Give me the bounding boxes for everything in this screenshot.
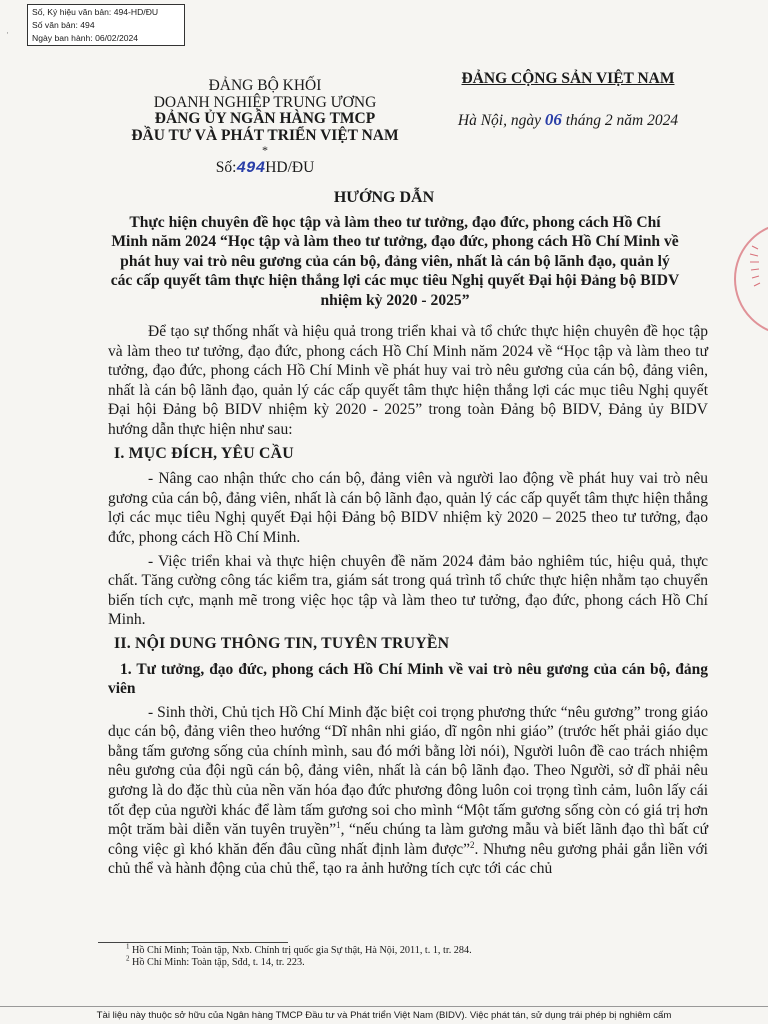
document-number-suffix: HD/ĐU xyxy=(265,159,315,176)
scan-mark: · xyxy=(6,28,9,38)
issuer-line-3: ĐẢNG ỦY NGÂN HÀNG TMCP xyxy=(154,110,376,127)
document-type: HƯỚNG DẪN xyxy=(333,189,435,206)
document-body xyxy=(108,322,708,883)
issuer-line-4: ĐẦU TƯ VÀ PHÁT TRIỂN VIỆT NAM xyxy=(131,126,399,144)
footnote-2-text: Hồ Chí Minh: Toàn tập, Sđd, t. 14, tr. 223. xyxy=(129,957,305,968)
seal-lettering-icon xyxy=(746,240,768,300)
footnote-1 xyxy=(126,942,686,957)
party-name: ĐẢNG CỘNG SẢN VIỆT NAM xyxy=(461,70,675,87)
paragraph-part-a: - Sinh thời, Chủ tịch Hồ Chí Minh đặc biệt coi trọng phương thức “nêu gương” trong giáo dục cán bộ, đảng viên theo hướng “Dĩ nhân nhi giáo, dĩ ngôn nhi giáo” (trước hết phải giáo dục bằng tấm gương sống của chính mình, sau đó mới bằng lời nói), Người luôn đề cao trách nhiệm nêu gương của đội ngũ cán bộ, đảng viên, nhất là cán bộ lãnh đạo. Theo Người, sở dĩ phải nêu gương là do đặc thù của nền văn hóa đạo đức phương đông luôn coi trọng tình cảm, luôn lấy cái tốt đẹp của người khác để làm tấm gương soi cho mình “Một tấm gương sống còn có giá trị hơn một trăm bài diễn văn tuyên truyền” xyxy=(108,703,708,839)
footnote-ref-1: 1 xyxy=(336,820,341,831)
issuer-line-2: DOANH NGHIỆP TRUNG ƯƠNG xyxy=(153,93,377,111)
subsection-1-paragraph xyxy=(108,703,708,879)
footer-disclaimer: Tài liệu này thuộc sở hữu của Ngân hàng TMCP Đầu tư và Phát triển Việt Nam (BIDV). Việc phát tán, sử dụng trái phép bị nghiêm cấm xyxy=(96,1010,672,1021)
footer-divider xyxy=(0,1006,768,1007)
date-suffix: tháng 2 năm 2024 xyxy=(565,112,679,129)
metadata-box xyxy=(27,4,185,46)
footnote-2-number: 2 xyxy=(126,954,130,963)
party-header xyxy=(438,70,698,130)
footnote-ref-2: 2 xyxy=(470,839,475,850)
section-2-heading: II. NỘI DUNG THÔNG TIN, TUYÊN TRUYỀN xyxy=(114,634,450,652)
date-day-handwritten: 06 xyxy=(544,110,562,129)
issue-date xyxy=(438,110,698,130)
footnote-1-text: Hồ Chí Minh; Toàn tập, Nxb. Chính trị quốc gia Sự thật, Hà Nội, 2011, t. 1, tr. 284. xyxy=(129,945,472,956)
document-number xyxy=(80,160,450,177)
document-number-handwritten: 494 xyxy=(236,159,266,177)
footnotes xyxy=(126,942,686,969)
document-number-prefix: Số: xyxy=(215,159,237,176)
subsection-1-heading: 1. Tư tưởng, đạo đức, phong cách Hồ Chí Minh về vai trò nêu gương của cán bộ, đảng viên xyxy=(108,660,708,698)
date-prefix: Hà Nội, ngày xyxy=(457,112,541,129)
paragraph-part-b: , “nếu chúng ta làm gương mẫu và biết lãnh đạo thì bất cứ công việc gì khó khăn đến đâu cũng nhất định làm được” xyxy=(108,821,708,858)
section-1-bullet-1: - Nâng cao nhận thức cho cán bộ, đảng viên và người lao động về phát huy vai trò nêu gương của cán bộ, đảng viên, nhất là cán bộ lãnh đạo, quản lý các cấp quyết tâm thực hiện thắng lợi các mục tiêu Nghị quyết Đại hội Đảng bộ BIDV nhiệm kỳ 2020 – 2025 theo tư tưởng, đạo đức, phong cách Hồ Chí Minh. xyxy=(108,470,708,546)
metadata-number: Số văn bản: 494 xyxy=(32,20,95,30)
intro-paragraph: Để tạo sự thống nhất và hiệu quả trong triển khai và tổ chức thực hiện chuyên đề học tập và làm theo tư tưởng, đạo đức, phong cách Hồ Chí Minh năm 2024 về “Học tập và làm theo tư tưởng, đạo đức, phong cách Hồ Chí Minh về phát huy vai trò nêu gương của cán bộ, đảng viên, nhất là cán bộ lãnh đạo, quản lý các cấp quyết tâm thực hiện thắng lợi các mục tiêu Nghị quyết Đại hội Đảng bộ BIDV nhiệm kỳ 2020 - 2025” trong toàn Đảng bộ BIDV, Đảng ủy BIDV hướng dẫn thực hiện như sau: xyxy=(108,323,708,438)
document-title: Thực hiện chuyên đề học tập và làm theo tư tưởng, đạo đức, phong cách Hồ Chí Minh năm 2024 “Học tập và làm theo tư tưởng, đạo đức, phong cách Hồ Chí Minh về phát huy vai trò nêu gương của cán bộ, đảng viên, nhất là cán bộ lãnh đạo, quản lý các cấp quyết tâm thực hiện thắng lợi các mục tiêu Nghị quyết Đại hội Đảng bộ BIDV nhiệm kỳ 2020 - 2025” xyxy=(110,214,680,309)
section-1-heading: I. MỤC ĐÍCH, YÊU CẦU xyxy=(114,444,294,462)
section-1-bullet-2: - Việc triển khai và thực hiện chuyên đề năm 2024 đảm bảo nghiêm túc, hiệu quả, thực chất. Tăng cường công tác kiểm tra, giám sát trong quá trình tổ chức thực hiện nhằm tạo chuyển biến tích cực, mạnh mẽ trong việc học tập và làm theo tư tưởng, đạo đức, phong cách Hồ Chí Minh. xyxy=(108,552,708,629)
metadata-issue-date: Ngày ban hành: 06/02/2024 xyxy=(32,33,139,43)
footnote-1-number: 1 xyxy=(126,942,130,951)
issuer-line-1: ĐẢNG BỘ KHỐI xyxy=(208,77,322,94)
header-star: * xyxy=(262,143,268,157)
issuer-header xyxy=(80,78,450,177)
metadata-symbol: Số, Ký hiệu văn bản: 494-HD/ĐU xyxy=(32,7,159,17)
footnote-2 xyxy=(126,954,686,969)
paragraph-part-c: . Nhưng nêu gương phải gắn liền với chủ thể và hành động của chủ thể, tạo ra ảnh hưởng tích cực tới các chủ xyxy=(108,840,708,878)
